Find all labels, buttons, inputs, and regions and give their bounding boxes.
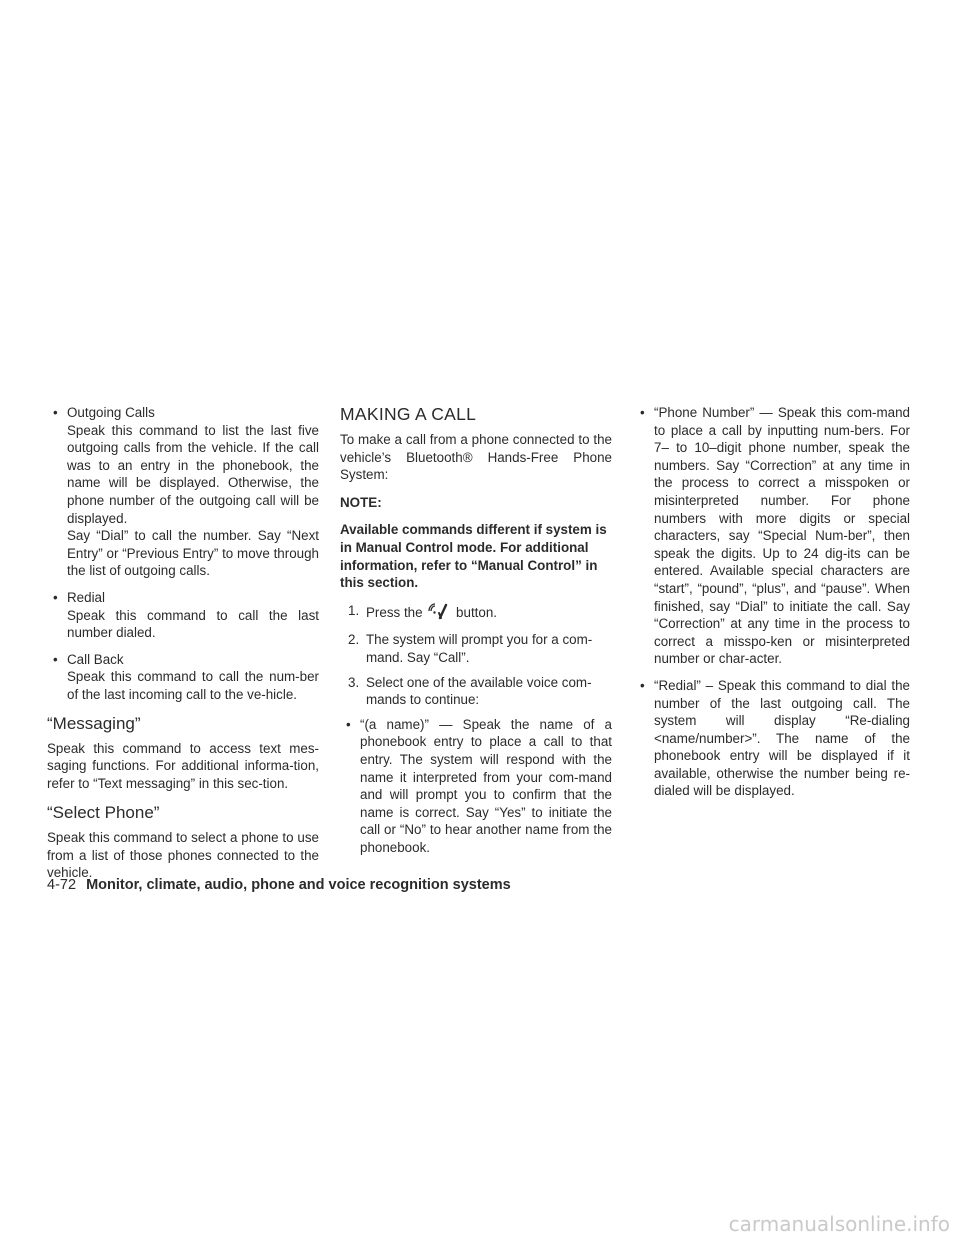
bullet-mark: • xyxy=(53,405,58,420)
list-item-redial-command xyxy=(634,677,910,800)
list-item-redial xyxy=(47,589,319,642)
list-item-call-back xyxy=(47,651,319,704)
bullet-mark: • xyxy=(53,651,58,667)
step-3-text: Select one of the available voice com-mands to continue: xyxy=(366,674,592,708)
step-3 xyxy=(340,674,612,709)
note-text: Available commands different if system is in Manual Control mode. For additional information, refer to “Manual Control” in this section. xyxy=(340,522,607,591)
bullet-mark: • xyxy=(53,589,58,605)
step-1-post: button. xyxy=(456,604,497,620)
phone-voice-icon xyxy=(428,602,450,625)
section-heading: MAKING A CALL xyxy=(340,404,477,424)
item-text: Speak this command to list the last five outgoing calls from the vehicle. If the call was to an entry in the phonebook, the name will be displayed. Otherwise, the phone number of the outgoing call will be displayed. xyxy=(67,422,319,526)
step-number: 2. xyxy=(348,632,360,648)
item-text: “Phone Number” — Speak this com-mand to place a call by inputting num-bers. For 7– to 10–digit phone number, speak the numbers. Say “Correction” at any time in the process to correct a misspoken or misinterpreted number. For phone numbers with more digits or special characters, say “Special Num-ber”, then speak the digits. Up to 24 dig-its can be entered. Available special characters are “start”, “pound”, “plus”, and “pause”. When finished, say “Dial” to initiate the call. Say “Correction” at any time in the process to correct a misspo-ken or misinterpreted number or char-acter. xyxy=(654,405,910,667)
step-2-text: The system will prompt you for a com-mand. Say “Call”. xyxy=(366,632,593,665)
item-text: “Redial” – Speak this command to dial the number of the last outgoing call. The system will display “Re-dialing <name/number>”. The name of the phonebook entry will be displayed if it available, otherwise the number being re-dialed will be displayed. xyxy=(654,677,910,799)
note-label: NOTE: xyxy=(340,494,382,510)
select-phone-text: Speak this command to select a phone to use from a list of those phones connected to the vehicle. xyxy=(47,830,319,881)
column-right xyxy=(634,404,910,809)
watermark: carmanualsonline.info xyxy=(728,1212,950,1236)
column-middle xyxy=(340,404,612,865)
step-number: 3. xyxy=(348,674,360,690)
item-title: Outgoing Calls xyxy=(67,405,155,420)
step-1 xyxy=(340,602,612,625)
step-2 xyxy=(340,631,612,666)
messaging-text: Speak this command to access text mes-saging functions. For additional informa-tion, refer to “Text messaging” in this sec-tion. xyxy=(47,740,319,791)
footer-title: Monitor, climate, audio, phone and voice recognition systems xyxy=(86,877,511,893)
item-text: “(a name)” — Speak the name of a phonebook entry to place a call to that entry. The system will respond with the name it interpreted from your com-mand and will prompt you to confirm that the name is correct. Say “Yes” to initiate the call or “No” to hear another name from the phonebook. xyxy=(360,716,612,855)
bullet-mark: • xyxy=(640,405,645,420)
bullet-mark: • xyxy=(346,716,351,732)
item-text: Speak this command to call the last number dialed. xyxy=(67,607,319,641)
intro-text: To make a call from a phone connected to the vehicle’s Bluetooth® Hands-Free Phone System: xyxy=(340,432,612,483)
list-item-outgoing-calls xyxy=(47,404,319,580)
select-phone-heading: “Select Phone” xyxy=(47,803,160,823)
column-left xyxy=(47,404,319,892)
item-title: Redial xyxy=(67,589,105,605)
list-item-a-name xyxy=(340,716,612,857)
item-title: Call Back xyxy=(67,651,124,667)
page-footer xyxy=(47,876,511,894)
list-item-phone-number xyxy=(634,404,910,668)
bullet-mark: • xyxy=(640,677,645,693)
step-1-pre: Press the xyxy=(366,604,423,620)
step-number: 1. xyxy=(348,602,360,618)
item-text: Speak this command to call the num-ber of the last incoming call to the ve-hicle. xyxy=(67,669,319,702)
page-number: 4-72 xyxy=(47,877,77,893)
item-text-2: Say “Dial” to call the number. Say “Next Entry” or “Previous Entry” to move through the list of outgoing calls. xyxy=(67,528,319,579)
messaging-heading: “Messaging” xyxy=(47,713,141,733)
